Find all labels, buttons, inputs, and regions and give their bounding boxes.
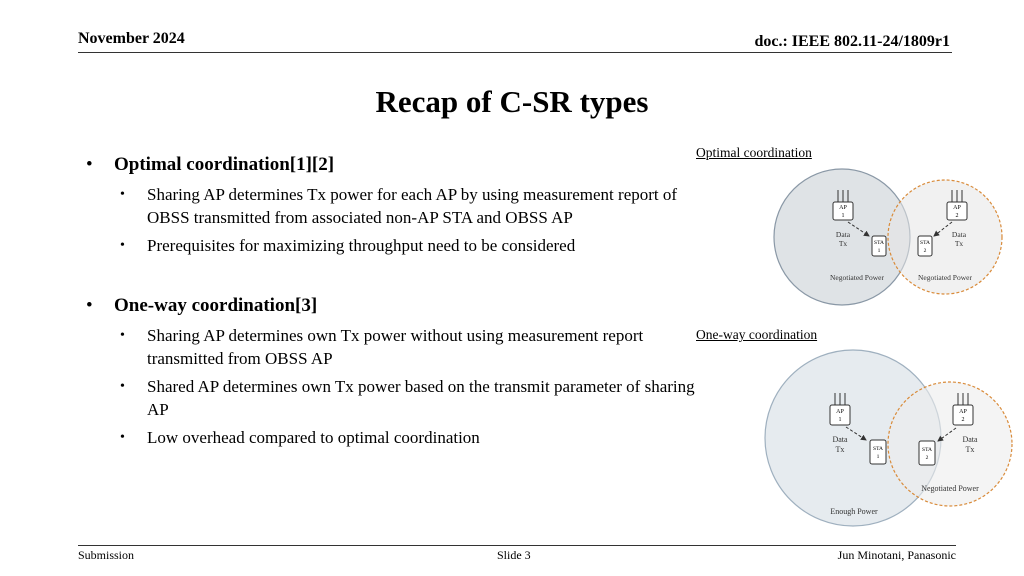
ap2-label: AP [959, 409, 967, 415]
sta2-number: 2 [923, 248, 927, 254]
optimal-coordination-diagram [770, 166, 1024, 310]
ap2-label: AP [953, 205, 961, 211]
sub-bullet [120, 426, 706, 449]
sta1-box [870, 440, 886, 464]
header-divider [78, 52, 952, 53]
bullet-optimal-label: Optimal coordination[1][2] [114, 154, 335, 175]
oneway-caption: One-way coordination [696, 327, 818, 342]
sta1-number: 1 [876, 454, 880, 460]
ap2-data-tx-label: Data [951, 230, 967, 239]
ap1-power-label: Enough Power [830, 507, 878, 516]
sub-bullet-text: Shared AP determines own Tx power based on the transmit parameter of sharing AP [147, 377, 695, 419]
footer-slide-number: Slide 3 [497, 548, 531, 562]
footer-submission: Submission [78, 548, 135, 562]
bullet-dot: • [120, 430, 125, 445]
ap2-data-tx-label: Tx [965, 445, 975, 454]
ap2-data-tx-label: Data [962, 435, 978, 444]
sub-bullet-text: Low overhead compared to optimal coordination [147, 428, 480, 447]
sub-bullet [120, 234, 706, 257]
sub-bullet [120, 183, 706, 229]
ap1-power-label: Negotiated Power [830, 273, 884, 282]
oneway-coordination-diagram [760, 348, 1024, 528]
sub-bullet-text: Sharing AP determines Tx power for each AP by using measurement report of OBSS transmitted from associated non-AP STA and OBSS AP [147, 185, 678, 227]
ap1-data-tx-label: Data [835, 230, 851, 239]
ap1-label: AP [836, 409, 844, 415]
header-date: November 2024 [78, 30, 185, 47]
ap2-power-label: Negotiated Power [921, 484, 979, 493]
header-doc-id: doc.: IEEE 802.11-24/1809r1 [754, 33, 950, 50]
sta2-label: STA [920, 240, 930, 246]
bullet-dot: • [86, 295, 93, 316]
bullet-oneway-label: One-way coordination[3] [114, 295, 318, 316]
footer-divider [78, 545, 956, 546]
bullet-dot: • [86, 154, 93, 175]
sta2-number: 2 [925, 455, 929, 461]
sub-bullet [120, 324, 706, 370]
ap2-number: 2 [961, 417, 965, 423]
bullet-dot: • [120, 238, 125, 253]
ap1-number: 1 [841, 213, 845, 219]
footer-author: Jun Minotani, Panasonic [837, 548, 956, 562]
bullet-dot: • [120, 328, 125, 343]
sta1-number: 1 [877, 248, 881, 254]
sta1-label: STA [874, 240, 884, 246]
ap1-data-tx-label: Data [832, 435, 848, 444]
ap2-number: 2 [955, 213, 959, 219]
bullet-dot: • [120, 187, 125, 202]
slide-title: Recap of C-SR types [375, 84, 649, 119]
ap2-data-tx-label: Tx [954, 239, 964, 248]
ap1-data-tx-label: Tx [835, 445, 845, 454]
bullet-list [86, 152, 706, 449]
sub-bullet-text: Prerequisites for maximizing throughput need to be considered [147, 236, 576, 255]
sta1-label: STA [873, 446, 883, 452]
bullet-oneway [86, 293, 706, 319]
sta2-label: STA [922, 447, 932, 453]
ap1-number: 1 [838, 417, 842, 423]
ap2-power-label: Negotiated Power [918, 273, 972, 282]
ap1-data-tx-label: Tx [838, 239, 848, 248]
sub-bullet-text: Sharing AP determines own Tx power without using measurement report transmitted from OBSS AP [147, 326, 644, 368]
bullet-dot: • [120, 379, 125, 394]
optimal-caption: Optimal coordination [696, 145, 812, 160]
ap1-label: AP [839, 205, 847, 211]
bullet-optimal [86, 152, 706, 178]
sub-bullet [120, 375, 706, 421]
sta2-box [919, 441, 935, 465]
